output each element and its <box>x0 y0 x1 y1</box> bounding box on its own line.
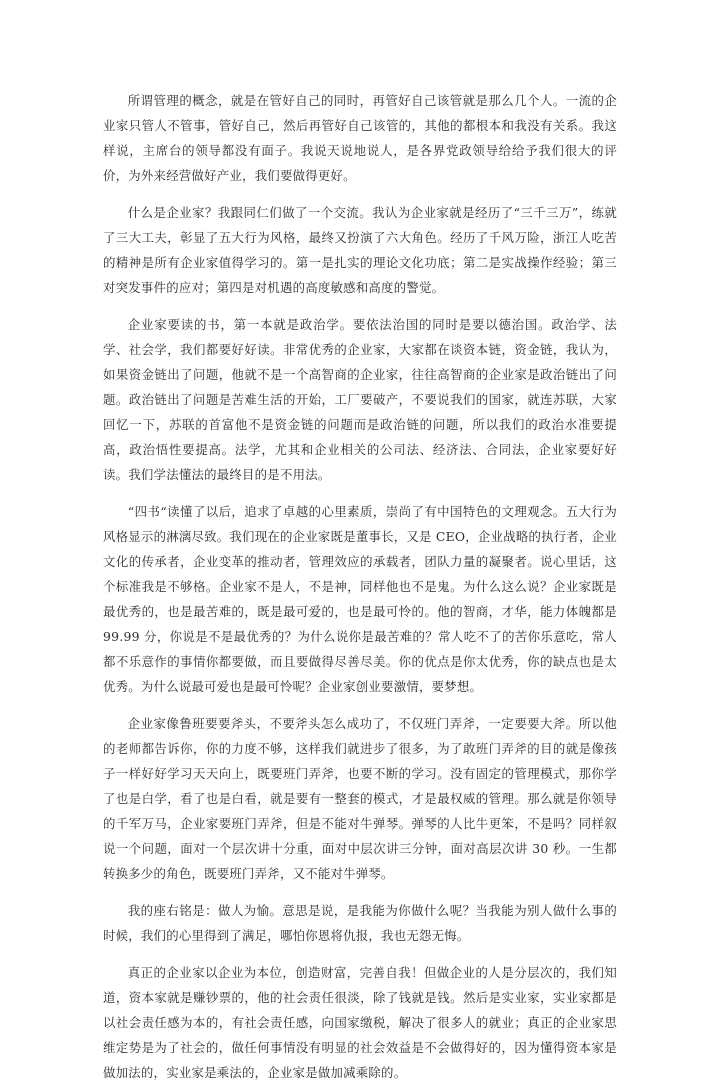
paragraph: 我的座右铭是：做人为愉。意思是说，是我能为你做什么呢？当我能为别人做什么事的时候，我们的心里得到了满足，哪怕你恩将仇报，我也无怨无悔。 <box>103 903 617 943</box>
paragraph: 所谓管理的概念，就是在管好自己的同时，再管好自己该管就是那么几个人。一流的企业家只管人不管事，管好自己，然后再管好自己该管的，其他的都根本和我没有关系。我这样说，主席台的领导都没有面子。我说天说地说人，是各界党政领导给给予我们很大的评价，为外来经营做好产业，我们要做得更好。 <box>103 93 617 183</box>
paragraph: 真正的企业家以企业为本位，创造财富，完善自我！但做企业的人是分层次的，我们知道，资本家就是赚钞票的，他的社会责任很淡，除了钱就是钱。然后是实业家，实业家都是以社会责任感为本的，有社会责任感，向国家缴税，解决了很多人的就业；真正的企业家思维定势是为了社会的，做任何事情没有明显的社会效益是不会做得好的，因为懂得资本家是做加法的，实业家是乘法的，企业家是做加减乘除的。 <box>103 965 617 1080</box>
paragraph: 企业家像鲁班要要斧头，不要斧头怎么成功了，不仅班门弄斧，一定要要大斧。所以他的老师都告诉你，你的力度不够，这样我们就进步了很多，为了敢班门弄斧的目的就是像孩子一样好好学习天天向上，既要班门弄斧，也要不断的学习。没有固定的管理模式，那你学了也是白学，看了也是白看，就是要有一整套的模式，才是最权威的管理。那么就是你领导的千军万马，企业家要班门弄斧，但是不能对牛弹琴。弹琴的人比牛更笨，不是吗？同样叙说一个问题，面对一个层次讲十分重，面对中层次讲三分钟，面对高层次讲 30 秒。一生都转换多少的角色，既要班门弄斧，又不能对牛弹琴。 <box>103 716 617 881</box>
paragraph: “四书“读懂了以后，追求了卓越的心里素质，崇尚了有中国特色的文理观念。五大行为风格显示的淋漓尽致。我们现在的企业家既是董事长，又是 CEO，企业战略的执行者，企业文化的传承者，企业变革的推动者，管理效应的承载者，团队力量的凝聚者。说心里话，这个标准我是不够格。企业家不是人，不是神，同样他也不是鬼。为什么这么说？企业家既是最优秀的，也是最苦难的，既是最可爱的，也是最可怜的。他的智商，才华，能力体魄都是 99.99 分，你说是不是最优秀的？为什么说你是最苦难的？常人吃不了的苦你乐意吃，常人都不乐意作的事情你都要做，而且要做得尽善尽美。你的优点是你太优秀，你的缺点也是太优秀。为什么说最可爱也是最可怜呢？企业家创业要激情，要梦想。 <box>103 504 617 694</box>
paragraph: 什么是企业家？我跟同仁们做了一个交流。我认为企业家就是经历了“三千三万”，练就了三大工夫，彰显了五大行为风格，最终又扮演了六大角色。经历了千风万险，浙江人吃苦的精神是所有企业家值得学习的。第一是扎实的理论文化功底；第二是实战操作经验；第三对突发事件的应对；第四是对机遇的高度敏感和高度的警觉。 <box>103 205 617 295</box>
document-body <box>103 88 617 1085</box>
paragraph: 企业家要读的书，第一本就是政治学。要依法治国的同时是要以德治国。政治学、法学、社会学，我们都要好好读。非常优秀的企业家，大家都在谈资本链，资金链，我认为，如果资金链出了问题，他就不是一个高智商的企业家，往往高智商的企业家是政治链出了问题。政治链出了问题是苦难生活的开始，工厂要破产，不要说我们的国家，就连苏联，大家回忆一下，苏联的首富他不是资金链的问题而是政治链的问题，所以我们的政治水准要提高，政治悟性要提高。法学，尤其和企业相关的公司法、经济法、合同法，企业家要好好读。我们学法懂法的最终目的是不用法。 <box>103 317 617 482</box>
